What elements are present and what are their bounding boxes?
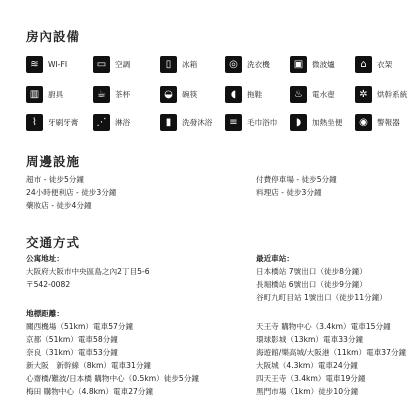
refrigerator-icon: ▯ — [160, 56, 177, 73]
kitchenware-icon: ▥ — [26, 86, 43, 103]
amenity-toothbrush: ⌇ 牙刷牙膏 — [26, 114, 78, 131]
address-line: 大阪府大阪市中央區島之內2丁目5-6 — [26, 267, 150, 276]
landmark-item: 梅田 購物中心（4.8km）電車27分鐘 — [26, 387, 154, 396]
slippers-icon: ◖ — [225, 86, 242, 103]
landmark-item: 奈良（31km）電車53分鐘 — [26, 348, 118, 357]
teacup-icon: ☕ — [93, 86, 110, 103]
surrounding-item: 付費停車場 - 徒步5分鐘 — [256, 175, 337, 184]
landmark-item: 大阪城（4.3km）電車24分鐘 — [256, 361, 358, 370]
address-label: 公寓地址： — [26, 254, 64, 263]
microwave-icon: ▣ — [290, 56, 307, 73]
station-item: 長堀橋站 6號出口（徒步9分鐘） — [256, 280, 367, 289]
wifi-icon: ≋ — [26, 56, 43, 73]
landmark-item: 海遊館/樂高城/大阪港（11km）電車37分鐘 — [256, 348, 407, 357]
station-label: 最近車站： — [256, 254, 294, 263]
landmark-item: 關西機場（51km）電車57分鐘 — [26, 322, 134, 331]
station-item: 日本橋站 7號出口（徒步8分鐘） — [256, 267, 367, 276]
kettle-icon: ♨ — [290, 86, 307, 103]
amenity-towel: ≡ 毛巾浴巾 — [225, 114, 277, 131]
amenity-teacup: ☕ 茶杯 — [93, 86, 130, 103]
surrounding-item: 超市 - 徒步5分鐘 — [26, 175, 84, 184]
amenity-heated-toilet: ◗ 加熱坐便 — [290, 114, 342, 131]
shampoo-icon: ▮ — [160, 114, 177, 131]
landmark-item: 新大阪 新幹線（8km）電車31分鐘 — [26, 361, 152, 370]
dryer-icon: ✲ — [355, 86, 372, 103]
landmark-item: 四天王寺（3.4km）電車19分鐘 — [256, 374, 366, 383]
landmark-item: 天王寺 購物中心（3.4km）電車15分鐘 — [256, 322, 391, 331]
amenity-shower: ⋰ 淋浴 — [93, 114, 130, 131]
amenities-title: 房內設備 — [26, 29, 81, 44]
amenity-dryer: ✲ 烘幹系統 — [355, 86, 407, 103]
amenity-kitchenware: ▥ 廚具 — [26, 86, 63, 103]
amenity-alarm: ◉ 警報器 — [355, 114, 400, 131]
landmark-item: 京都（51km）電車58分鐘 — [26, 335, 118, 344]
alarm-icon: ◉ — [355, 114, 372, 131]
postal-code: 〒542-0082 — [26, 280, 71, 289]
amenity-kettle: ♨ 電水壺 — [290, 86, 335, 103]
surrounding-item: 24小時便利店 - 徒步3分鐘 — [26, 188, 117, 197]
surrounding-item: 藥妝店 - 徒步4分鐘 — [26, 201, 92, 210]
towel-icon: ≡ — [225, 114, 242, 131]
air-conditioner-icon: ▭ — [93, 56, 110, 73]
landmark-item: 心齋橋/難波/日本橋 購物中心（0.5km）徒步5分鐘 — [26, 374, 199, 383]
toothbrush-icon: ⌇ — [26, 114, 43, 131]
station-item: 谷町九町目站 1號出口（徒步11分鐘） — [256, 293, 387, 302]
landmark-item: 環球影城（13km）電車33分鐘 — [256, 335, 364, 344]
heated-toilet-icon: ◗ — [290, 114, 307, 131]
dishes-icon: ◒ — [160, 86, 177, 103]
surrounding-item: 料理店 - 徒步3分鐘 — [256, 188, 322, 197]
amenity-dishes: ◒ 碗筷 — [160, 86, 197, 103]
amenity-slippers: ◖ 拖鞋 — [225, 86, 262, 103]
hanger-icon: ⌂ — [355, 56, 372, 73]
surroundings-title: 周邊設施 — [26, 154, 81, 169]
transport-title: 交通方式 — [26, 235, 81, 250]
washing-machine-icon: ◎ — [225, 56, 242, 73]
landmarks-label: 地標距離： — [26, 309, 64, 318]
amenity-wifi: ≋ WI-FI — [26, 56, 67, 73]
amenity-washing-machine: ◎ 洗衣機 — [225, 56, 270, 73]
amenity-shampoo: ▮ 洗發沐浴 — [160, 114, 212, 131]
amenity-refrigerator: ▯ 冰箱 — [160, 56, 197, 73]
amenity-hanger: ⌂ 衣架 — [355, 56, 392, 73]
amenity-air-conditioner: ▭ 空調 — [93, 56, 130, 73]
landmark-item: 黑門市場（1km）徒步10分鐘 — [256, 387, 359, 396]
shower-icon: ⋰ — [93, 114, 110, 131]
amenity-microwave: ▣ 微波爐 — [290, 56, 335, 73]
